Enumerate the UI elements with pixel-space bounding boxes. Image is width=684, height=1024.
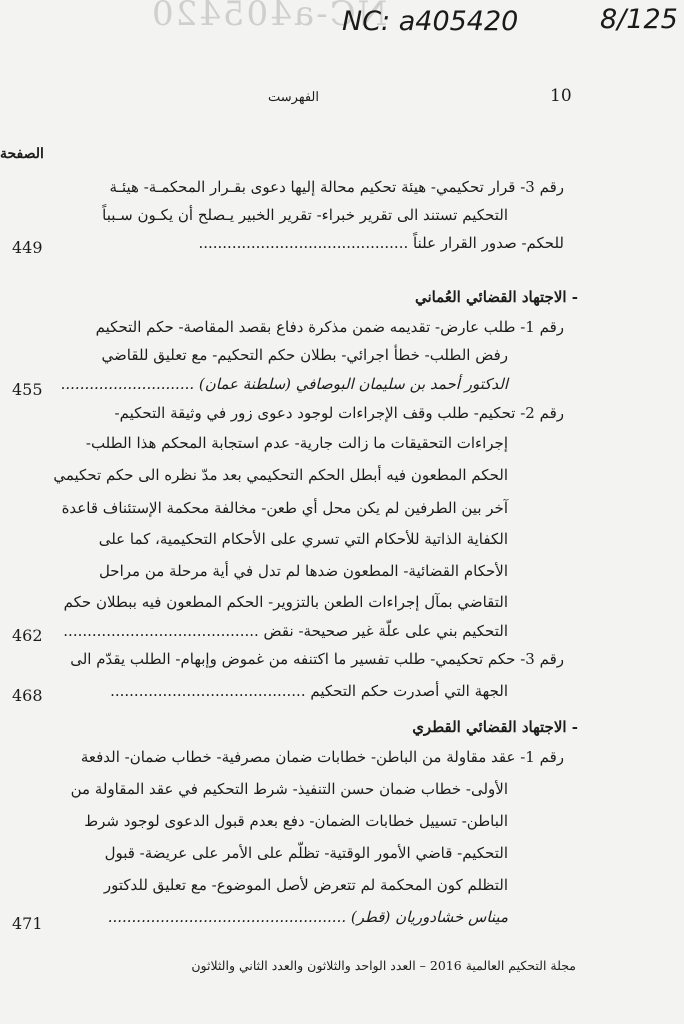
toc-page-number: 468 (12, 686, 43, 705)
toc-page-number: 462 (12, 626, 43, 645)
toc-entry-line: التحكيم تستند الى تقرير خبراء- تقرير الخبير يـصلح أن يكـون سـبباً (102, 206, 508, 224)
toc-entry-line: التحكيم بني على علّة غير صحيحة- نقض ......................................... (63, 622, 508, 640)
toc-entry-line: التظلم كون المحكمة لم تتعرض لأصل الموضوع- مع تعليق للدكتور (103, 876, 508, 894)
toc-entry-line: الباطن- تسييل خطابات الضمان- دفع بعدم قبول الدعوى لوجود شرط (84, 812, 508, 830)
toc-entry-line: التحكيم- قاضي الأمور الوقتية- تظلّم على الأمر على عريضة- قبول (104, 844, 508, 862)
bleed-through-text: NC-a405420 (150, 0, 388, 34)
toc-entry-line: آخر بين الطرفين لم يكن محل أي طعن- مخالفة محكمة الإستئناف قاعدة (61, 499, 508, 517)
page-title: الفهرست (268, 90, 319, 105)
toc-entry-line: رفض الطلب- خطأ اجرائي- بطلان حكم التحكيم- مع تعليق للقاضي (101, 346, 508, 364)
section-heading: - الاجتهاد القضائي القطري (412, 718, 578, 736)
toc-page-number: 455 (12, 380, 43, 399)
toc-entry-line: الأحكام القضائية- المطعون ضدها لم تدل في أية مرحلة من مراحل (98, 562, 508, 580)
toc-entry-line: رقم 1- عقد مقاولة من الباطن- خطابات ضمان مصرفية- خطاب ضمان- الدفعة (80, 748, 564, 766)
toc-entry-line: ميناس خشادوريان (قطر) .................................................. (107, 908, 508, 926)
toc-entry-line: الدكتور أحمد بن سليمان البوصافي (سلطنة عمان) ............................ (60, 375, 508, 393)
toc-entry-line: الأولى- خطاب ضمان حسن التنفيذ- شرط التحكيم في عقد المقاولة من (70, 780, 508, 798)
section-heading: - الاجتهاد القضائي العُماني (414, 288, 578, 306)
journal-footer: مجلة التحكيم العالمية 2016 – العدد الواحد والثلاثون والعدد الثاني والثلاثون (191, 958, 576, 973)
toc-page-number: 471 (12, 914, 43, 933)
handwritten-page-reference: 8/125 (600, 4, 678, 35)
toc-entry-line: التقاضي بمآل إجراءات الطعن بالتزوير- الحكم المطعون فيه ببطلان حكم (63, 593, 508, 611)
toc-entry-line: رقم 2- تحكيم- طلب وقف الإجراءات لوجود دعوى زور في وثيقة التحكيم- (114, 404, 564, 422)
handwritten-catalog-number: NC: a405420 (342, 6, 519, 37)
toc-entry-line: الحكم المطعون فيه أبطل الحكم التحكيمي بعد مدّ نظره الى حكم تحكيمي (53, 466, 508, 484)
toc-entry-line: الكفاية الذاتية للأحكام التي تسري على الأحكام التحكيمية، كما على (98, 530, 508, 548)
toc-page-number: 449 (12, 238, 43, 257)
toc-entry-line: رقم 3- حكم تحكيمي- طلب تفسير ما اكتنفه من غموض وإبهام- الطلب يقدّم الى (70, 650, 564, 668)
toc-entry-line: للحكم- صدور القرار علناً ............................................ (198, 234, 564, 252)
page-column-label: الصفحة (0, 146, 44, 162)
toc-entry-line: رقم 1- طلب عارض- تقديمه ضمن مذكرة دفاع بقصد المقاصة- حكم التحكيم (95, 318, 564, 336)
page-number: 10 (550, 86, 572, 106)
toc-entry-line: الجهة التي أصدرت حكم التحكيم ......................................... (110, 682, 508, 700)
toc-entry-line: رقم 3- قرار تحكيمي- هيئة تحكيم محالة إليها دعوى بقـرار المحكمـة- هيئـة (109, 178, 564, 196)
toc-entry-line: إجراءات التحقيقات ما زالت جارية- عدم استجابة المحكم هذا الطلب- (85, 434, 508, 452)
